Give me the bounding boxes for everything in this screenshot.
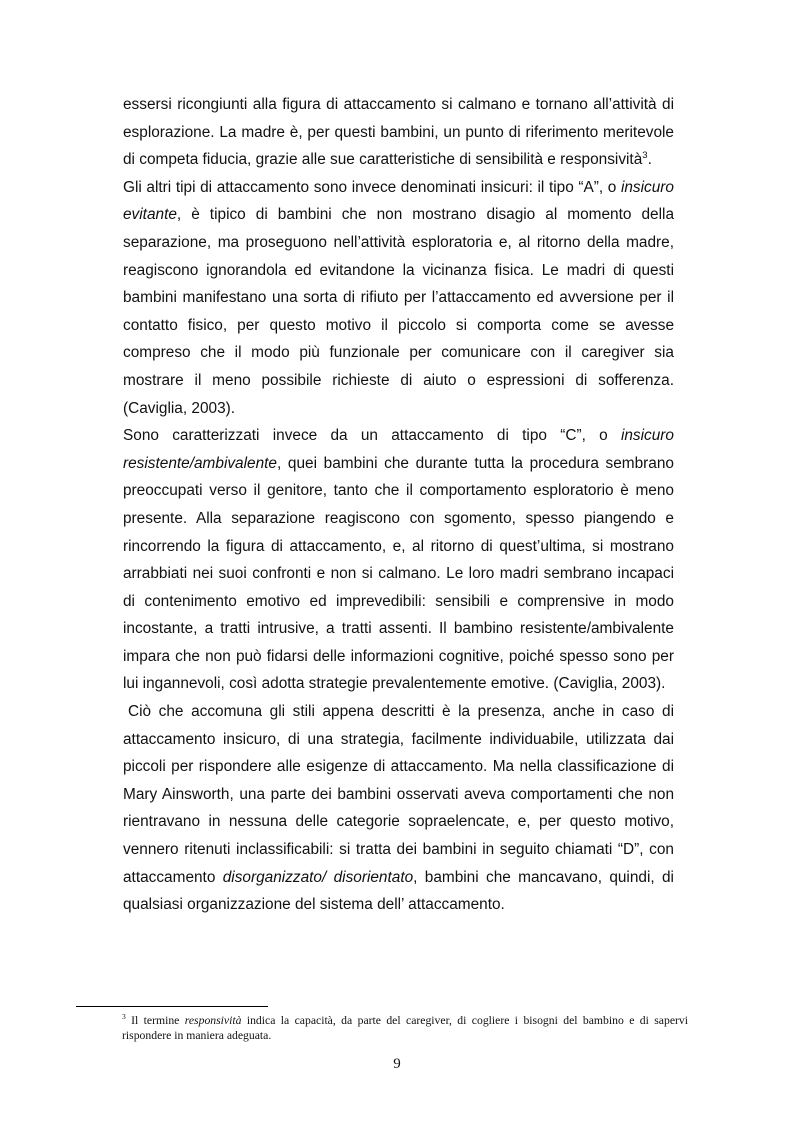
- footnote: [122, 1013, 688, 1043]
- paragraph-1-tail: .: [647, 151, 652, 169]
- paragraph-1-text: essersi ricongiunti alla figura di attaccamento si calmano e tornano all’attività di esplorazione. La madre è, per questi bambini, un punto di riferimento meritevole di competa fiducia, grazie alle sue caratteristiche di sensibilità e responsività: [123, 96, 674, 169]
- term-disorganizzato: disorganizzato/ disorientato: [222, 868, 414, 886]
- paragraph-3: [123, 422, 674, 698]
- paragraph-2-text-a: Gli altri tipi di attaccamento sono invece denominati insicuri: il tipo “A”, o: [123, 178, 621, 196]
- paragraph-4-text-a: Ciò che accomuna gli stili appena descritti è la presenza, anche in caso di attaccamento insicuro, di una strategia, facilmente individuabile, utilizzata dai piccoli per rispondere alle esigenze di attaccamento. Ma nella classificazione di Mary Ainsworth, una parte dei bambini osservati aveva comportamenti che non rientravano in nessuna delle categorie sopraelencate, e, per questo motivo, vennero ritenuti inclassificabili: si tratta dei bambini in seguito chiamati “D”, con attaccamento: [123, 703, 674, 886]
- footnote-number: 3: [122, 1012, 126, 1022]
- term-insicuro-resistente: insicuro resistente/ambivalente: [123, 427, 674, 472]
- footnote-text-b: indica la capacità, da parte del caregiver, di cogliere i bisogni del bambino e di sapervi rispondere in maniera adeguata.: [122, 1014, 688, 1042]
- footnote-divider: [76, 1006, 268, 1007]
- paragraph-1: [123, 91, 674, 174]
- footnote-text-a: Il termine: [125, 1014, 185, 1027]
- paragraph-2-text-b: , è tipico di bambini che non mostrano disagio al momento della separazione, ma proseguono nell’attività esploratoria e, al ritorno della madre, reagiscono ignorandola ed evitandone la vicinanza fisica. Le madri di questi bambini manifestano una sorta di rifiuto per l’attaccamento ed avversione per il contatto fisico, per questo motivo il piccolo si comporta come se avesse compreso che il modo più funzionale per comunicare con il caregiver sia mostrare il meno possibile richieste di aiuto o espressioni di sofferenza. (Caviglia, 2003).: [123, 206, 674, 417]
- page-number: 9: [393, 1056, 401, 1072]
- body-text: [123, 91, 674, 919]
- footnote-term: responsività: [184, 1014, 242, 1027]
- paragraph-3-text-b: , quei bambini che durante tutta la procedura sembrano preoccupati verso il genitore, tanto che il comportamento esploratorio è meno presente. Alla separazione reagiscono con sgomento, spesso piangendo e rincorrendo la figura di attaccamento, e, al ritorno di quest’ultima, si mostrano arrabbiati nei suoi confronti e non si calmano. Le loro madri sembrano incapaci di contenimento emotivo ed imprevedibili: sensibili e comprensive in modo incostante, a tratti intrusive, a tratti assenti. Il bambino resistente/ambivalente impara che non può fidarsi delle informazioni cognitive, poiché spesso sono per lui ingannevoli, così adotta strategie prevalentemente emotive. (Caviglia, 2003).: [123, 454, 674, 693]
- paragraph-4: [123, 698, 674, 919]
- paragraph-2: [123, 174, 674, 422]
- footnote-reference: 3: [642, 150, 648, 162]
- paragraph-3-text-a: Sono caratterizzati invece da un attaccamento di tipo “C”, o: [123, 427, 621, 445]
- paragraph-4-text-b: , bambini che mancavano, quindi, di qualsiasi organizzazione del sistema dell’ attaccamento.: [123, 868, 674, 914]
- term-insicuro-evitante: insicuro evitante: [123, 178, 674, 224]
